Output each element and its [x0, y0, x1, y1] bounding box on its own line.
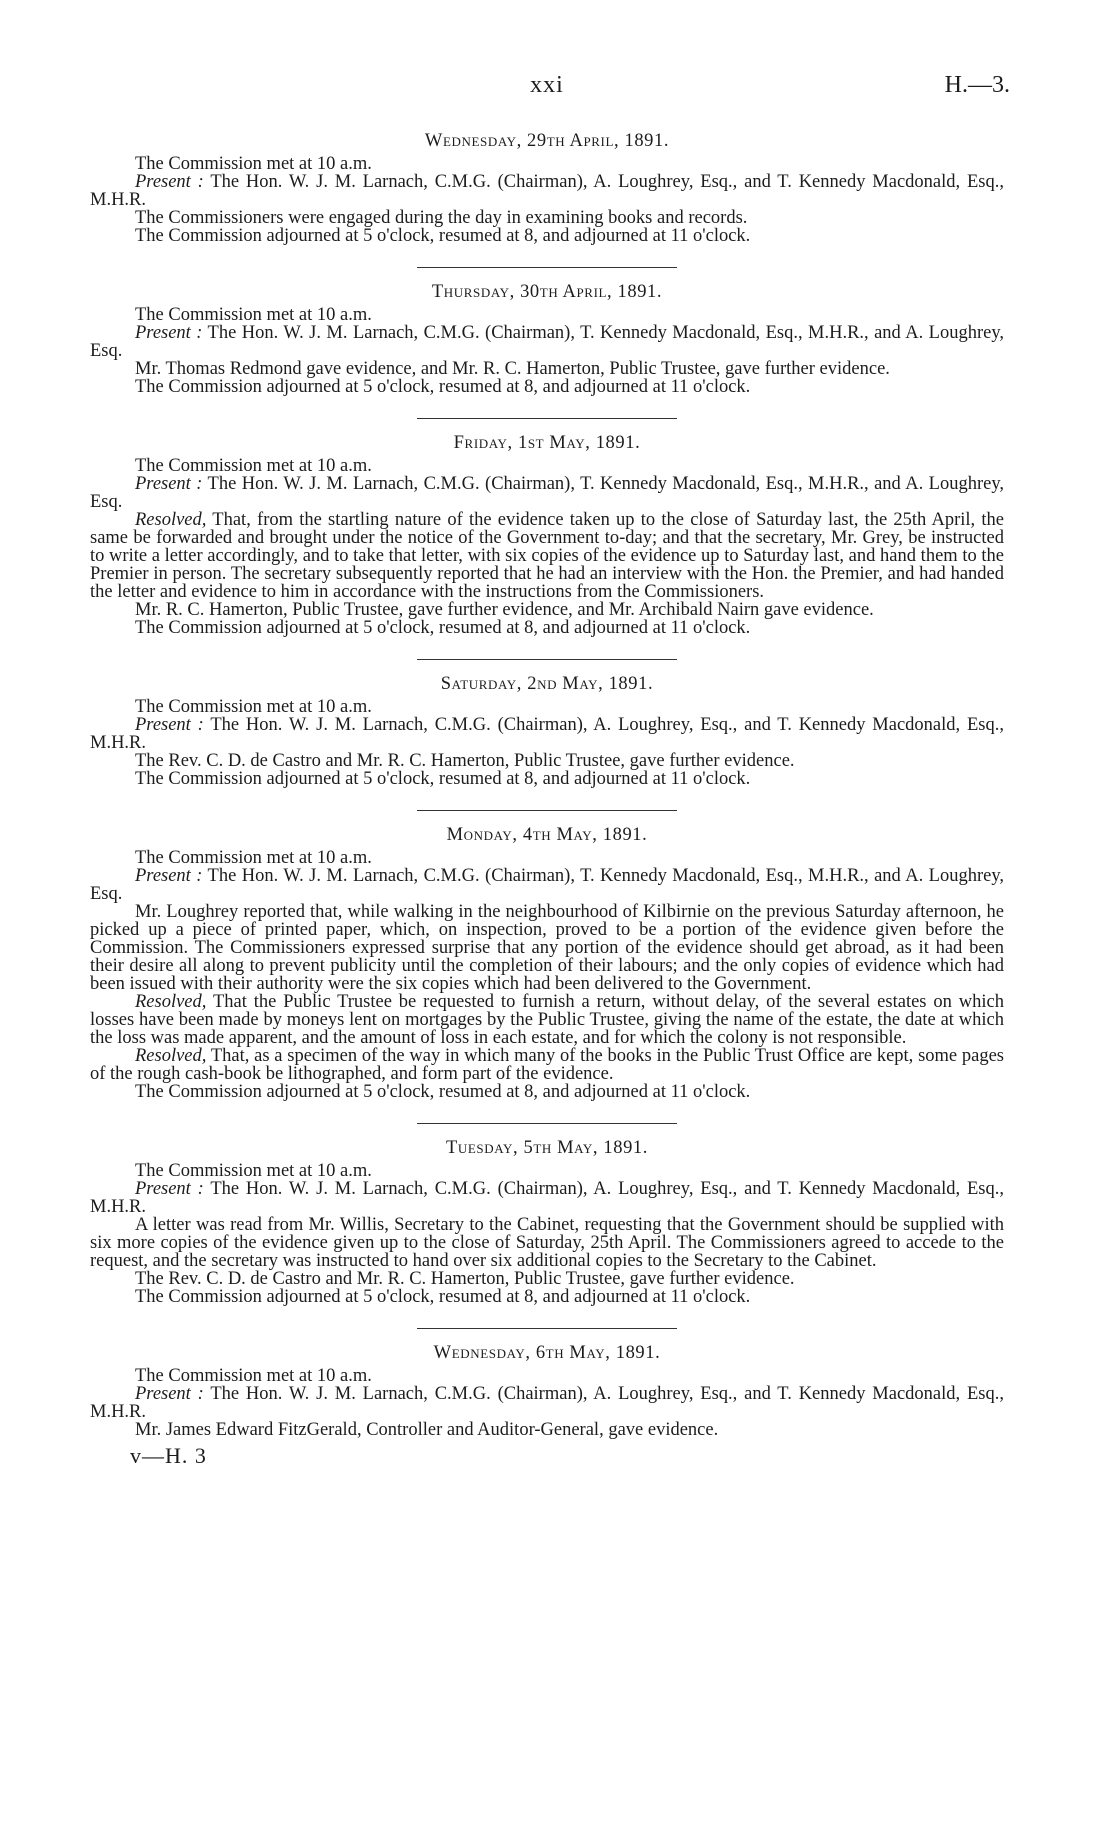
minutes-paragraph: [90, 1288, 1004, 1306]
paragraph-text: The Commission met at 10 a.m.: [135, 305, 372, 325]
minutes-paragraph: [90, 867, 1004, 903]
paragraph-text: The Hon. W. J. M. Larnach, C.M.G. (Chairman), A. Loughrey, Esq., and T. Kennedy Macdonald, Esq., M.H.R.: [90, 1384, 1004, 1422]
minutes-paragraph: [90, 698, 1004, 716]
entry-date-heading: Thursday, 30th April, 1891.: [431, 282, 663, 302]
paragraph-text: The Hon. W. J. M. Larnach, C.M.G. (Chairman), T. Kennedy Macdonald, Esq., M.H.R., and A. Loughrey, Esq.: [90, 866, 1004, 904]
minutes-paragraph: [90, 227, 1004, 245]
paragraph-text: The Commission adjourned at 5 o'clock, resumed at 8, and adjourned at 11 o'clock.: [135, 769, 751, 789]
paragraph-text: The Commission met at 10 a.m.: [135, 456, 372, 476]
minutes-paragraph: [90, 209, 1004, 227]
paragraph-lead: Resolved,: [135, 992, 207, 1012]
section-divider: [417, 267, 677, 268]
paragraph-text: That, as a specimen of the way in which many of the books in the Public Trust Office are kept, some pages of the rough cash-book be lithographed, and form part of the evidence.: [90, 1046, 1004, 1084]
minutes-paragraph: [90, 324, 1004, 360]
paragraph-text: The Commission adjourned at 5 o'clock, resumed at 8, and adjourned at 11 o'clock.: [135, 226, 751, 246]
minutes-entry: [90, 825, 1004, 1101]
minutes-paragraph: [90, 511, 1004, 601]
minutes-paragraph: [90, 155, 1004, 173]
paragraph-text: The Hon. W. J. M. Larnach, C.M.G. (Chairman), A. Loughrey, Esq., and T. Kennedy Macdonald, Esq., M.H.R.: [90, 715, 1004, 753]
document-code: H.—3.: [944, 72, 1010, 98]
paragraph-text: Mr. James Edward FitzGerald, Controller and Auditor-General, gave evidence.: [135, 1420, 719, 1440]
minutes-body: [90, 131, 1004, 1439]
section-divider: [417, 810, 677, 811]
minutes-paragraph: [90, 1367, 1004, 1385]
minutes-paragraph: [90, 716, 1004, 752]
minutes-paragraph: [90, 1385, 1004, 1421]
minutes-paragraph: [90, 752, 1004, 770]
minutes-paragraph: [90, 378, 1004, 396]
paragraph-lead: Present :: [135, 172, 204, 192]
minutes-paragraph: [90, 1180, 1004, 1216]
entry-date-heading: Friday, 1st May, 1891.: [453, 433, 641, 453]
minutes-entry: [90, 433, 1004, 637]
paragraph-text: That the Public Trustee be requested to furnish a return, without delay, of the several estates on which losses have been made by moneys lent on mortgages by the Public Trustee, giving the name of the estate, the date at which the loss was made apparent, and the amount of loss in each estate, and for which the colony is not responsible.: [90, 992, 1004, 1048]
entry-date-heading: Tuesday, 5th May, 1891.: [446, 1138, 648, 1158]
paragraph-lead: Present :: [135, 715, 204, 735]
entry-date-heading: Wednesday, 29th April, 1891.: [424, 131, 670, 151]
section-divider: [417, 659, 677, 660]
paragraph-text: The Rev. C. D. de Castro and Mr. R. C. Hamerton, Public Trustee, gave further evidence.: [135, 1269, 795, 1289]
paragraph-text: The Commission met at 10 a.m.: [135, 1366, 372, 1386]
paragraph-text: The Hon. W. J. M. Larnach, C.M.G. (Chairman), T. Kennedy Macdonald, Esq., M.H.R., and A. Loughrey, Esq.: [90, 474, 1004, 512]
paragraph-lead: Present :: [135, 474, 203, 494]
paragraph-text: Mr. Thomas Redmond gave evidence, and Mr. R. C. Hamerton, Public Trustee, gave further evidence.: [135, 359, 890, 379]
page-header: [90, 0, 1010, 125]
paragraph-text: Mr. R. C. Hamerton, Public Trustee, gave further evidence, and Mr. Archibald Nairn gave evidence.: [135, 600, 874, 620]
paragraph-text: The Commission adjourned at 5 o'clock, resumed at 8, and adjourned at 11 o'clock.: [135, 1082, 751, 1102]
minutes-paragraph: [90, 173, 1004, 209]
minutes-paragraph: [90, 475, 1004, 511]
paragraph-text: The Commission adjourned at 5 o'clock, resumed at 8, and adjourned at 11 o'clock.: [135, 618, 751, 638]
minutes-paragraph: [90, 849, 1004, 867]
minutes-entry: [90, 674, 1004, 788]
paragraph-lead: Resolved,: [135, 510, 207, 530]
paragraph-text: The Hon. W. J. M. Larnach, C.M.G. (Chairman), A. Loughrey, Esq., and T. Kennedy Macdonald, Esq., M.H.R.: [90, 172, 1004, 210]
entry-date-heading: Wednesday, 6th May, 1891.: [433, 1343, 661, 1363]
paragraph-text: That, from the startling nature of the evidence taken up to the close of Saturday last, the 25th April, the same be forwarded and brought under the notice of the Government to-day; and that the secretary, Mr. Grey, be instructed to write a letter accordingly, and to take that letter, with six copies of the evidence up to Saturday last, and hand them to the Premier in person. The secretary subsequently reported that he had an interview with the Hon. the Premier, and had handed the letter and evidence to him in accordance with the instructions from the Commissioners.: [90, 510, 1004, 602]
section-divider: [417, 1123, 677, 1124]
section-divider: [417, 1328, 677, 1329]
minutes-entry: [90, 282, 1004, 396]
entry-date-heading: Monday, 4th May, 1891.: [446, 825, 648, 845]
minutes-paragraph: [90, 1047, 1004, 1083]
minutes-paragraph: [90, 306, 1004, 324]
minutes-paragraph: [90, 457, 1004, 475]
paragraph-lead: Present :: [135, 1384, 204, 1404]
minutes-paragraph: [90, 1083, 1004, 1101]
minutes-paragraph: [90, 619, 1004, 637]
minutes-paragraph: [90, 1421, 1004, 1439]
minutes-paragraph: [90, 601, 1004, 619]
paragraph-lead: Present :: [135, 323, 203, 343]
minutes-paragraph: [90, 360, 1004, 378]
minutes-entry: [90, 1343, 1004, 1439]
paragraph-text: The Hon. W. J. M. Larnach, C.M.G. (Chairman), T. Kennedy Macdonald, Esq., M.H.R., and A. Loughrey, Esq.: [90, 323, 1004, 361]
minutes-paragraph: [90, 770, 1004, 788]
minutes-paragraph: [90, 993, 1004, 1047]
minutes-paragraph: [90, 1216, 1004, 1270]
entry-date-heading: Saturday, 2nd May, 1891.: [440, 674, 654, 694]
paragraph-lead: Resolved,: [135, 1046, 207, 1066]
paragraph-text: The Commission met at 10 a.m.: [135, 697, 372, 717]
minutes-paragraph: [90, 1162, 1004, 1180]
page-number: xxi: [530, 72, 564, 98]
paragraph-text: The Commission met at 10 a.m.: [135, 848, 372, 868]
paragraph-text: The Rev. C. D. de Castro and Mr. R. C. Hamerton, Public Trustee, gave further evidence.: [135, 751, 795, 771]
minutes-entry: [90, 131, 1004, 245]
paragraph-lead: Present :: [135, 866, 203, 886]
paragraph-text: The Commission met at 10 a.m.: [135, 1161, 372, 1181]
minutes-paragraph: [90, 1270, 1004, 1288]
document-page: [90, 0, 1010, 1469]
paragraph-text: The Commission adjourned at 5 o'clock, resumed at 8, and adjourned at 11 o'clock.: [135, 1287, 751, 1307]
paragraph-text: Mr. Loughrey reported that, while walking in the neighbourhood of Kilbirnie on the previous Saturday afternoon, he picked up a piece of printed paper, which, on inspection, proved to be a portion of the evidence given before the Commission. The Commissioners expressed surprise that any portion of the evidence should get abroad, as it had been their desire all along to prevent publicity until the completion of their labours; and the only copies of evidence which had been issued with their authority were the six copies which had been delivered to the Government.: [90, 902, 1004, 994]
minutes-paragraph: [90, 903, 1004, 993]
minutes-entry: [90, 1138, 1004, 1306]
paragraph-text: The Commission adjourned at 5 o'clock, resumed at 8, and adjourned at 11 o'clock.: [135, 377, 751, 397]
printer-signature-mark: v—H. 3: [130, 1443, 207, 1468]
paragraph-text: The Hon. W. J. M. Larnach, C.M.G. (Chairman), A. Loughrey, Esq., and T. Kennedy Macdonald, Esq., M.H.R.: [90, 1179, 1004, 1217]
section-divider: [417, 418, 677, 419]
paragraph-lead: Present :: [135, 1179, 204, 1199]
paragraph-text: A letter was read from Mr. Willis, Secretary to the Cabinet, requesting that the Government should be supplied with six more copies of the evidence given up to the close of Saturday, 25th April. The Commissioners agreed to accede to the request, and the secretary was instructed to hand over six additional copies to the Secretary to the Cabinet.: [90, 1215, 1004, 1271]
paragraph-text: The Commission met at 10 a.m.: [135, 154, 372, 174]
paragraph-text: The Commissioners were engaged during the day in examining books and records.: [135, 208, 748, 228]
